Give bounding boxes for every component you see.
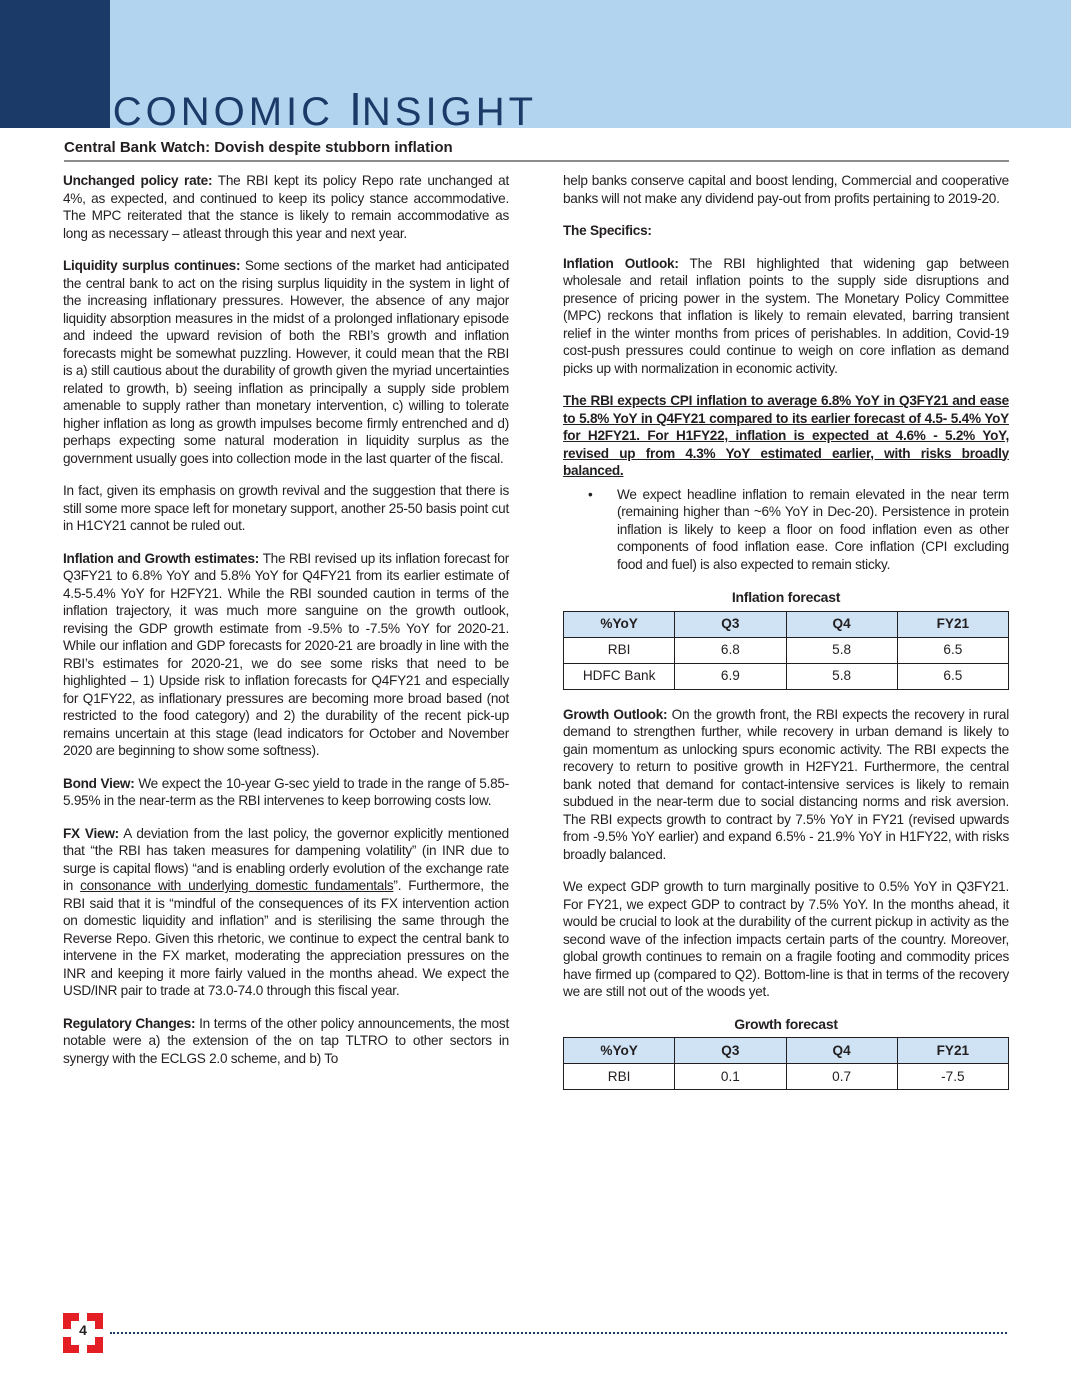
text-policy-rate: The RBI kept its policy Repo rate unchanged at 4%, as expected, and continued to keep its policy stance accommodative. The MPC reiterated that the stance is likely to remain accommodative as long as necessary – atleast through this year and next year. [63,173,509,241]
table-header-cell: Q3 [675,611,786,637]
table-cell: RBI [564,637,675,663]
table-cell: HDFC Bank [564,663,675,689]
table-row [564,663,1009,689]
growth-forecast-table [563,1037,1009,1090]
text-liquidity: Some sections of the market had anticipated the central bank to act on the rising surplus liquidity in the system in light of the increasing inflationary pressures. However, the absence of any major liquidity absorption measures in the midst of a prolonged inflationary episode and indeed the upward revision of both the RBI’s growth and inflation forecasts might be somewhat puzzling. However, it could mean that the RBI is a) still cautious about the durability of growth given the myriad uncertainties related to growth, b) seeing inflation as principally a supply side problem amenable to supply rather than monetary intervention, c) willing to tolerate higher inflation as long as growth impulses become firmly entrenched and d) perhaps expecting some natural moderation in liquidity surplus as the government usually goes into collection mode in the last quarter of the fiscal. [63,258,510,466]
text-growth-outlook: On the growth front, the RBI expects the recovery in rural demand to strengthen further, while recovery in urban demand is likely to gain momentum as unlocking spurs economic activity. The RBI expects the recovery to return to positive growth in H2FY21. Furthermore, the central bank noted that demand for contact-intensive services is likely to remain subdued in the near-term due to social distancing norms and risk aversion. The RBI expects growth to contract by 7.5% YoY in FY21 (revised upwards from -9.5% YoY earlier) and expand 6.5% - 21.9% YoY in H1FY22, with risks broadly balanced. [563,706,1009,862]
article-subtitle: Central Bank Watch: Dovish despite stubborn inflation [64,139,453,156]
lead-regulatory: Regulatory Changes: [63,1015,196,1031]
paragraph-dividend: help banks conserve capital and boost lending, Commercial and cooperative banks will not make any dividend pay-out from profits pertaining to 2019-20. [563,173,1009,206]
table-cell: 5.8 [786,663,897,689]
inflation-forecast-table [563,611,1009,690]
paragraph-rate-cut: In fact, given its emphasis on growth revival and the suggestion that there is still some more space left for monetary support, another 25-50 basis point cut in H1CY21 cannot be ruled out. [63,483,509,533]
lead-inflation-outlook: Inflation Outlook: [563,255,679,271]
table-header-cell: %YoY [564,1038,675,1064]
title-initial-e: E [62,57,113,142]
paragraph-gdp-expectation: We expect GDP growth to turn marginally positive to 0.5% YoY in Q3FY21. For FY21, we expect GDP to contract by 7.5% YoY. In the months ahead, it would be crucial to look at the durability of the current pickup in activity as the second wave of the infection impacts certain parts of the country. Moreover, global growth continues to remain on a fragile footing and commodity prices have firmed up (compared to Q2). Bottom-line is that in terms of the recovery we are still not out of the woods yet. [563,879,1009,999]
lead-policy-rate: Unchanged policy rate: [63,173,213,188]
table-header-cell: %YoY [564,611,675,637]
left-column [63,172,509,1082]
table-header-row [564,1038,1009,1064]
table-header-row [564,611,1009,637]
paragraph-estimates [63,550,509,760]
table-cell: RBI [564,1064,675,1090]
header-divider [64,160,1009,162]
bullet-text: We expect headline inflation to remain elevated in the near term (remaining higher than ~6% YoY in Dec-20). Persistence in protein inflation is likely to keep a floor on food inflation even as other components of food inflation ease. Core inflation (CPI excluding food and fuel) is also expected to remain sticky. [617,486,1009,572]
table-cell: 5.8 [786,637,897,663]
underlined-quote: consonance with underlying domestic fundamentals [80,878,394,893]
bullet-icon: • [588,486,593,502]
table-header-cell: Q4 [786,1038,897,1064]
table-cell: 0.1 [675,1064,786,1090]
paragraph-policy-rate [63,172,509,242]
paragraph-inflation-outlook [563,255,1009,378]
table-cell: 6.5 [897,663,1008,689]
table-header-cell: FY21 [897,1038,1008,1064]
table-row [564,637,1009,663]
page-title [62,57,538,142]
text-bond-view: We expect the 10-year G-sec yield to trade in the range of 5.85-5.95% in the near-term as the RBI intervenes to keep borrowing costs low. [63,775,510,808]
title-part-2: NSIGHT [361,90,538,134]
title-part-1: CONOMIC [112,90,350,134]
table-cell: -7.5 [897,1064,1008,1090]
paragraph-fx-view [63,825,509,1000]
paragraph-regulatory [63,1015,509,1068]
table-cell: 0.7 [786,1064,897,1090]
table-row [564,1064,1009,1090]
lead-estimates: Inflation and Growth estimates: [63,550,260,566]
lead-fx-view: FX View: [63,825,119,841]
table-header-cell: Q4 [786,611,897,637]
table-header-cell: FY21 [897,611,1008,637]
table-cell: 6.8 [675,637,786,663]
text-fx-view-b: ”. Furthermore, the RBI said that it is “mindful of the consequences of its FX intervention action on domestic liquidity and inflation” and is sterilising the same through the Reverse Repo. Given this rhetoric, we continue to expect the central bank to intervene in the FX market, moderating the appreciation pressures on the INR and keeping it more fairly valued in the months ahead. We expect the USD/INR pair to trade at 73.0-74.0 through this fiscal year. [63,878,509,998]
cpi-forecast-callout: The RBI expects CPI inflation to average 6.8% YoY in Q3FY21 and ease to 5.8% YoY in Q4FY21 compared to its earlier forecast of 4.5- 5.4% YoY for H2FY21. For H1FY22, inflation is expected at 4.6% - 5.2% YoY, revised up from 4.3% YoY estimated earlier, with risks broadly balanced. [563,393,1009,478]
table-cell: 6.5 [897,637,1008,663]
paragraph-bond-view [63,775,509,810]
title-initial-i: I [349,83,362,135]
page-number: 4 [79,1322,87,1338]
paragraph-liquidity [63,257,509,467]
text-fx-view-a: A deviation from the last policy, the governor explicitly mentioned that “the RBI has taken measures for dampening volatility” (in INR due to surge is capital flows) “and is enabling orderly evolution of the exchange rate in [63,825,509,893]
table-cell: 6.9 [675,663,786,689]
right-column [563,172,1009,1106]
inflation-table-title: Inflation forecast [731,589,841,605]
text-regulatory: In terms of the other policy announcements, the most notable were a) the extension of the on tap TLTRO to other sectors in synergy with the ECLGS 2.0 scheme, and b) To [63,1015,509,1066]
lead-growth-outlook: Growth Outlook: [563,706,668,722]
heading-specifics: The Specifics: [563,223,652,238]
lead-liquidity: Liquidity surplus continues: [63,258,241,273]
table-header-cell: Q3 [675,1038,786,1064]
text-estimates: The RBI revised up its inflation forecast for Q3FY21 to 6.8% YoY and 5.8% YoY for Q4FY21 from its earlier estimate of 4.5-5.4% YoY for H2FY21. While the RBI sounded caution in terms of the inflation trajectory, it was much more sanguine on the growth outlook, revising the GDP growth estimate from -9.5% to -7.5% YoY for 2020-21. While our inflation and GDP forecasts for 2020-21 are broadly in line with the RBI’s estimates for 2020-21, we do see some risks that need to be highlighted – 1) Upside risk to inflation forecasts for Q4FY21 and especially for Q1FY22, as inflationary pressures are becoming more broad based (not restricted to the food category) and 2) the durability of the recent pick-up remains uncertain at this stage (lead indicators for October and November 2020 are beginning to show some softness). [63,550,509,758]
footer-dotted-rule [110,1332,1007,1334]
growth-table-title: Growth forecast [734,1015,838,1032]
paragraph-growth-outlook [563,706,1009,864]
bullet-item [563,486,1009,574]
lead-bond-view: Bond View: [63,775,135,791]
text-inflation-outlook: The RBI highlighted that widening gap between wholesale and retail inflation points to the supply side disruptions and presence of pricing power in the system. The Monetary Policy Committee (MPC) reckons that inflation is likely to remain elevated, barring transient relief in the winter months from prices of perishables. In addition, Covid-19 cost-push pressures could continue to weigh on core inflation as demand picks up with normalization in economic activity. [563,255,1009,376]
